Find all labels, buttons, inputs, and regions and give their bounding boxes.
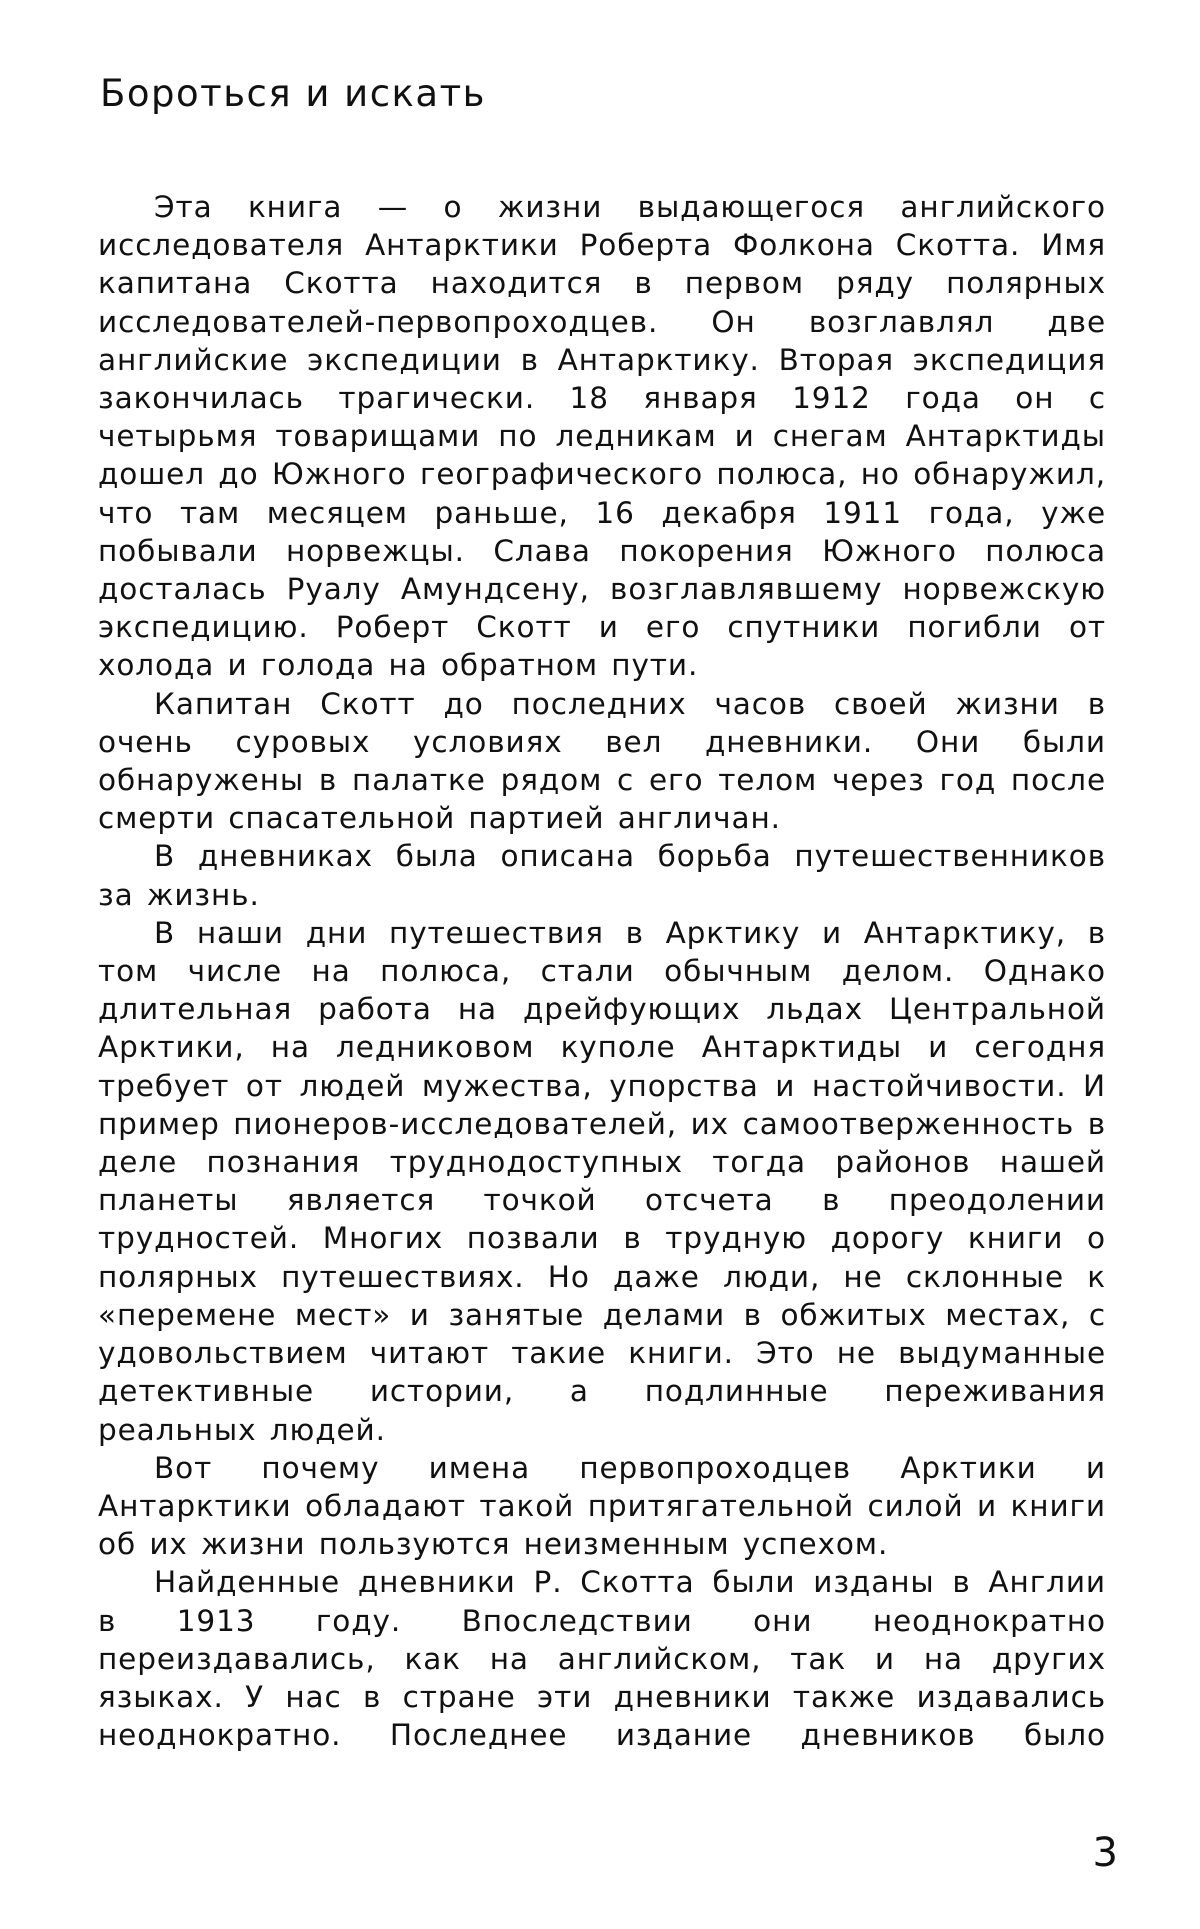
paragraph-2: Капитан Скотт до последних часов своей жизни в очень суровых условиях вел дневники. Они были обнаружены в палатке рядом с его телом через год после смерти спасательной партией англичан. bbox=[98, 686, 1106, 836]
paragraph-1: Эта книга — о жизни выдающегося английского исследователя Антарктики Роберта Фолкона Скотта. Имя капитана Скотта находится в первом ряду полярных исследователей-первопроходцев. Он возглавлял две английские экспедиции в Антарктику. Вторая экспедиция закончилась трагически. 18 января 1912 года он с четырьмя товарищами по ледникам и снегам Антарктиды дошел до Южного географического полюса, но обнаружил, что там месяцем раньше, 16 декабря 1911 года, уже побывали норвежцы. Слава покорения Южного полюса досталась Руалу Амундсену, возглавлявшему норвежскую экспедицию. Роберт Скотт и его спутники погибли от холода и голода на обратном пути. bbox=[98, 190, 1106, 683]
paragraph-5: Вот почему имена первопроходцев Арктики и Антарктики обладают такой притягательной силой и книги об их жизни пользуются неизменным успехом. bbox=[98, 1450, 1106, 1562]
paragraph-3: В дневниках была описана борьба путешественников за жизнь. bbox=[98, 839, 1106, 912]
paragraph-4: В наши дни путешествия в Арктику и Антарктику, в том числе на полюса, стали обычным делом. Однако длительная работа на дрейфующих льдах Центральной Арктики, на ледниковом куполе Антарктиды и сегодня требует от людей мужества, упорства и настойчивости. И пример пионеров-исследователей, их самоотверженность в деле познания труднодоступных тогда районов нашей планеты является точкой отсчета в преодолении трудностей. Многих позвали в трудную дорогу книги о полярных путешествиях. Но даже люди, не склонные к «перемене мест» и занятые делами в обжитых местах, с удовольствием читают такие книги. Это не выдуманные детективные истории, а подлинные переживания реальных людей. bbox=[98, 915, 1106, 1447]
body-text bbox=[98, 188, 1106, 1754]
page-number: 3 bbox=[1092, 1830, 1118, 1876]
chapter-title: Бороться и искать bbox=[100, 72, 486, 115]
paragraph-6: Найденные дневники Р. Скотта были изданы в Англии в 1913 году. Впоследствии они неоднократно переиздавались, как на английском, так и на других языках. У нас в стране эти дневники также издавались неоднократно. Последнее издание дневников было bbox=[98, 1565, 1106, 1753]
